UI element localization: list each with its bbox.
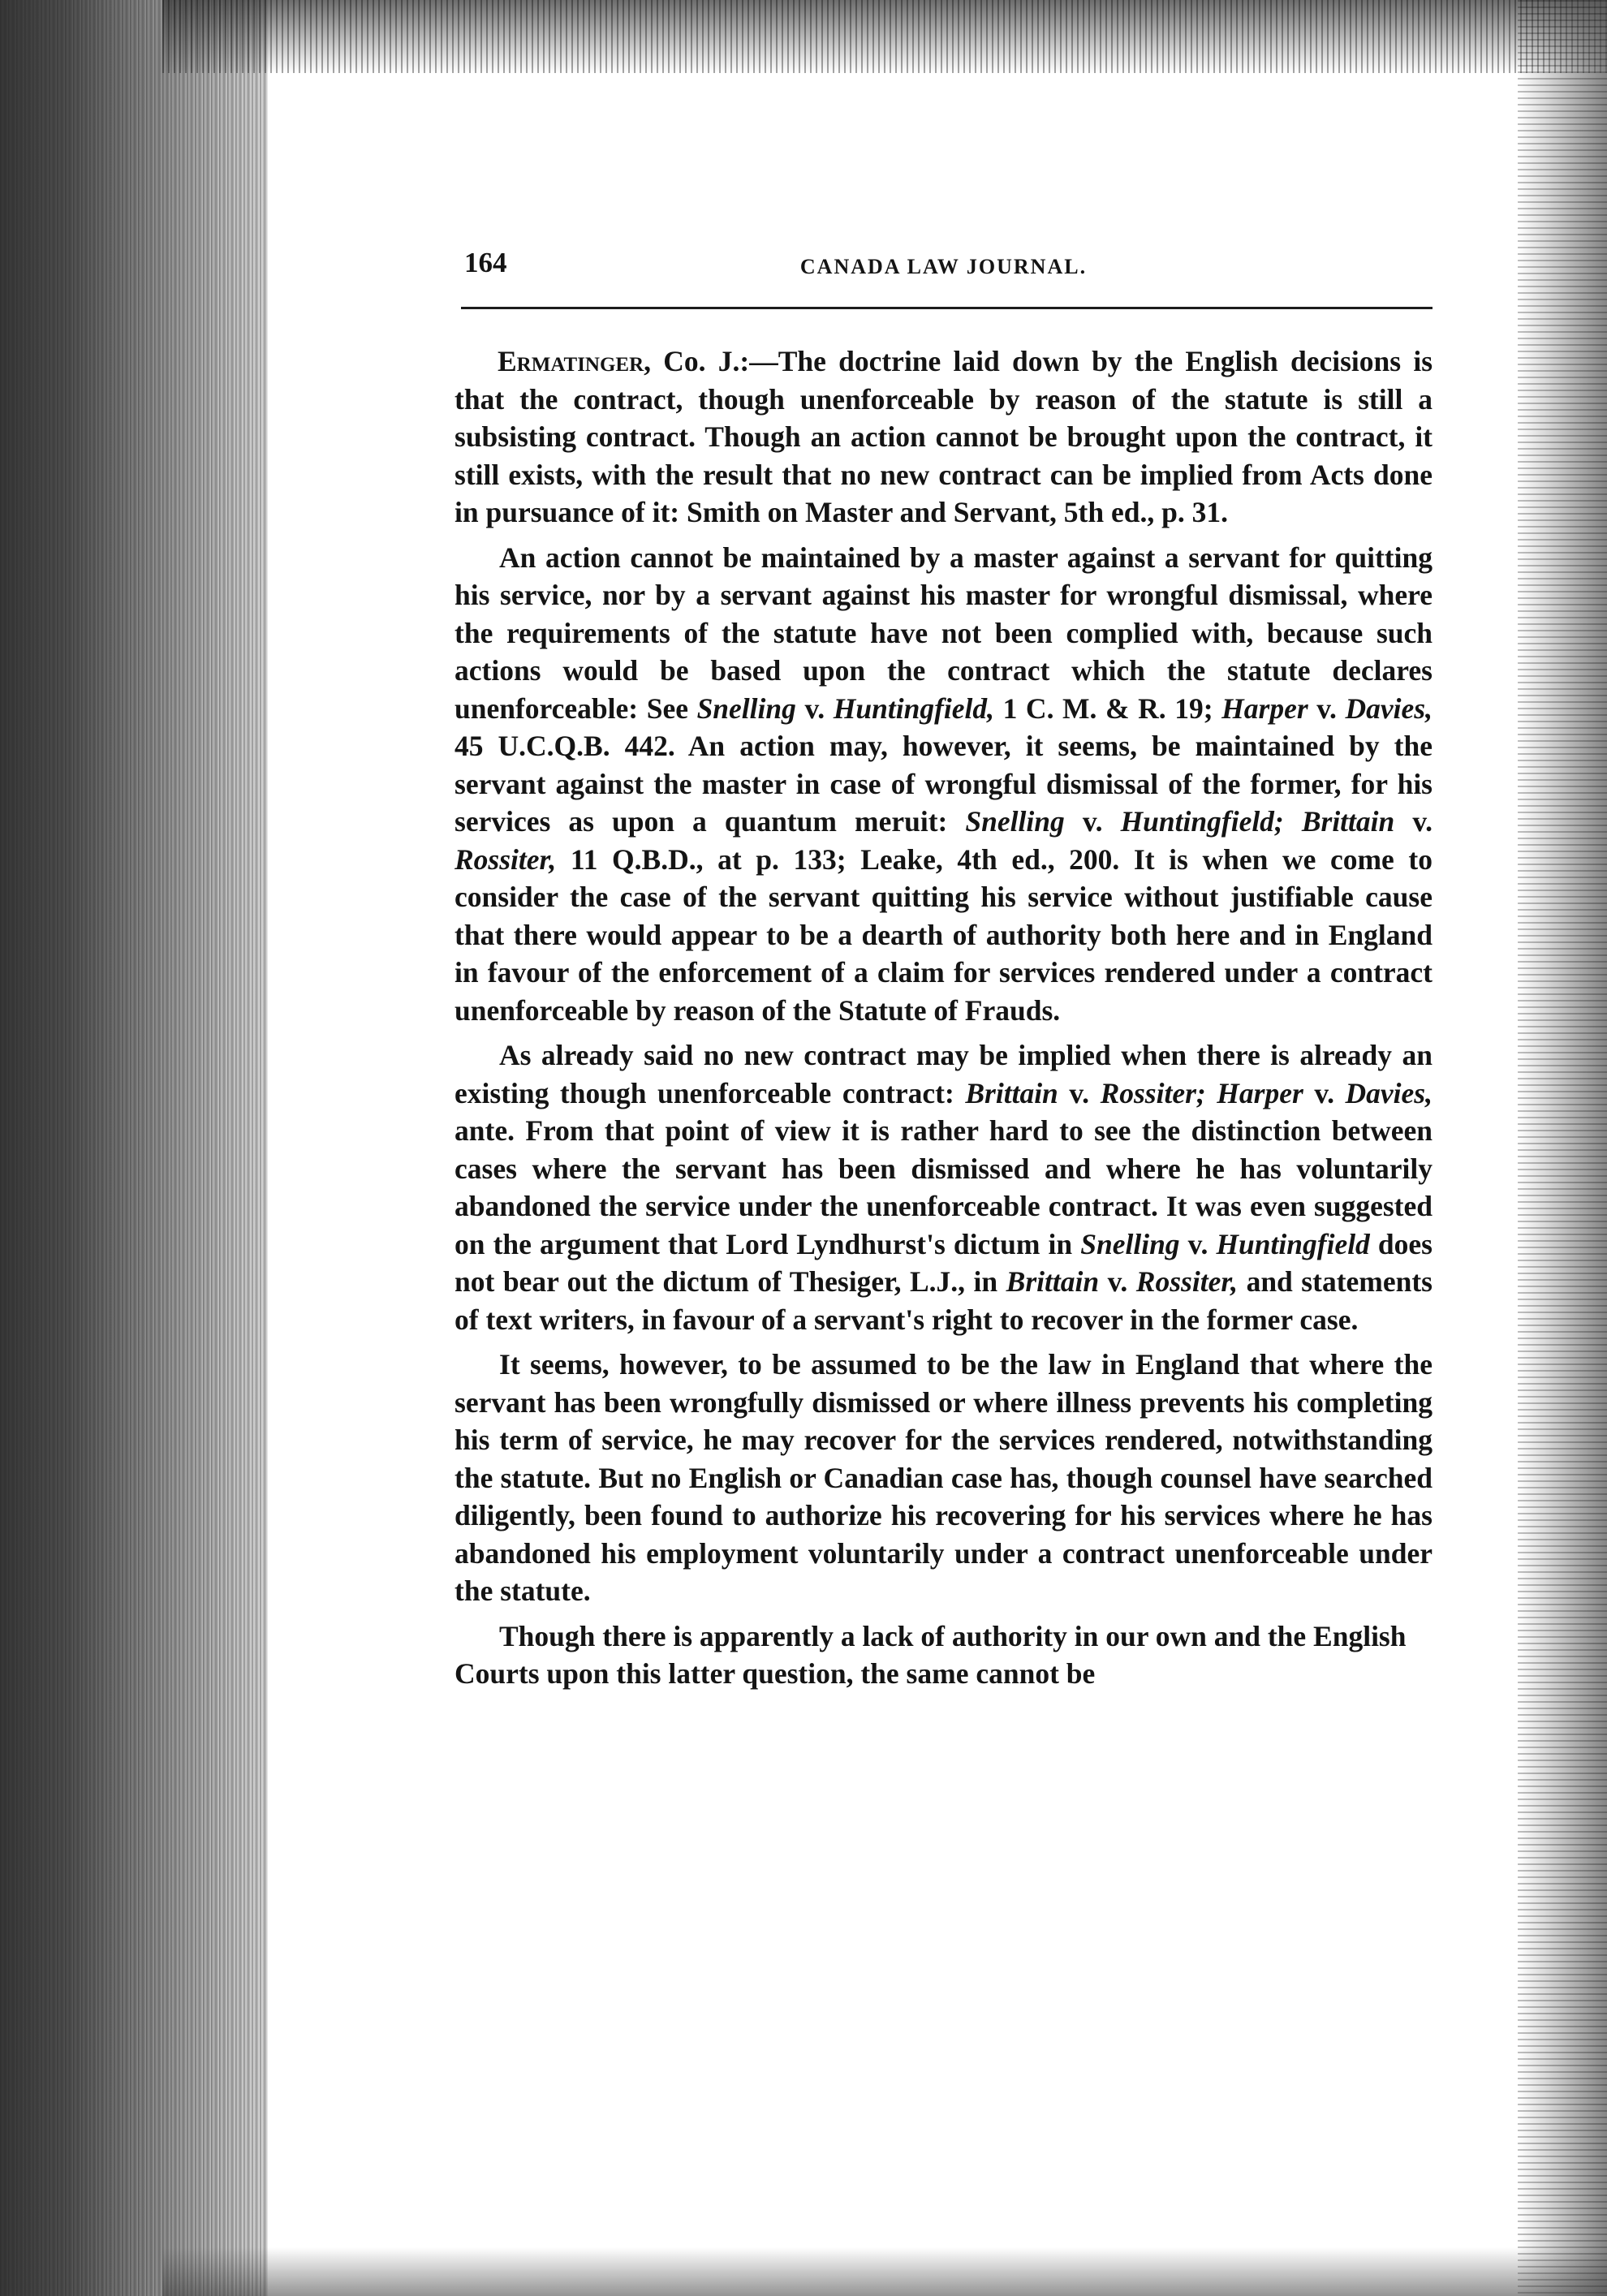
binding-shadow <box>0 0 268 2296</box>
paragraph-1-text: :—The doctrine laid down by the English decisions is that the contract, though unenforceable by reason of the statute is still a subsisting contract. Though an action cannot be brought upon the contract, it still exists, with the result that no new contract can be implied from Acts done in pursuance of it: Smith on Master and Servant, 5th ed., p. 31. <box>455 345 1433 528</box>
case-name: Davies, <box>1345 1076 1433 1109</box>
case-name: Brittain <box>1006 1265 1100 1298</box>
text-run: 11 Q.B.D., at p. 133; Leake, 4th ed., 200. It is when we come to consider the case of the servant quitting his service without justifiable cause that there would appear to be a dearth of authority both here and in England in favour of the enforcement of a claim for services rendered under a contract unenforceable by reason of the Statute of Frauds. <box>455 842 1433 1027</box>
case-name: Harper <box>1221 691 1308 725</box>
paragraph-1 <box>455 342 1433 532</box>
case-name: Snelling <box>965 805 1065 838</box>
page-number: 164 <box>464 247 507 278</box>
text-run: 1 C. M. & R. 19; <box>994 691 1222 725</box>
case-name: Snelling <box>1080 1227 1180 1260</box>
text-run: v. <box>1064 805 1121 838</box>
case-name: Rossiter, <box>1135 1265 1239 1298</box>
text-run: As already said no new contract may be implied when there is already an existing though unenforceable contract: <box>455 1039 1433 1109</box>
paragraph-4-text: It seems, however, to be assumed to be the law in England that where the servant has been wrongfully dismissed or where illness prevents his completing his term of service, he may recover for the services rendered, notwithstanding the statute. But no English or Canadian case has, though counsel have searched diligently, been found to authorize his recovering for his services where he has abandoned his employment voluntarily under a contract unenforceable under the statute. <box>455 1348 1433 1607</box>
paragraph-5 <box>455 1618 1433 1693</box>
case-name: Rossiter; Harper <box>1100 1076 1303 1109</box>
text-run: does not bear out the dictum of Thesiger, L.J., in <box>455 1227 1433 1298</box>
running-head: CANADA LAW JOURNAL. <box>799 255 1088 278</box>
case-name: Huntingfield; Brittain <box>1120 805 1395 838</box>
paragraph-4 <box>455 1346 1433 1610</box>
text-run: 45 U.C.Q.B. 442. An action may, however, it seems, be maintained by the servant against the master in case of wrongful dismissal of the former, for his services as upon a quantum meruit: <box>455 730 1433 838</box>
paragraph-2 <box>455 539 1433 1030</box>
text-run: v. <box>1394 805 1433 838</box>
judge-name: Ermatinger <box>498 345 644 377</box>
text-run: v. <box>1179 1227 1217 1260</box>
right-page-edge <box>1518 0 1607 2296</box>
paragraph-5-text: Though there is apparently a lack of authority in our own and the English Courts upon this latter question, the same cannot be <box>455 1619 1407 1690</box>
case-name: Rossiter, <box>455 842 557 876</box>
case-name: Brittain <box>965 1076 1058 1109</box>
text-run: An action cannot be maintained by a master against a servant for quitting his service, nor by a servant against his master for wrongful dismissal, where the requirements of the statute have not been complied with, because such actions would be based upon the contract which the statute declares unenforceable: See <box>455 541 1433 725</box>
text-run: and statements of text writers, in favour of a servant's right to recover in the former case. <box>455 1265 1433 1336</box>
case-name: Huntingfield, <box>833 691 994 725</box>
header-rule <box>461 307 1433 309</box>
text-run: v. <box>1308 691 1346 725</box>
case-name: Huntingfield <box>1216 1227 1370 1260</box>
page-header <box>455 243 1433 294</box>
page-content <box>455 243 1433 1690</box>
case-name: Davies, <box>1345 691 1433 725</box>
case-name: Snelling <box>696 691 796 725</box>
body-text <box>455 342 1433 1700</box>
text-run: v. <box>795 691 834 725</box>
top-page-edge <box>162 0 1607 73</box>
text-run: ante. From that point of view it is rather hard to see the distinction between cases where the servant has been dismissed and where he has voluntarily abandoned the service under the unenforceable contract. It was even suggested on the argument that Lord Lyndhurst's dictum in <box>455 1114 1433 1260</box>
text-run: v. <box>1303 1076 1346 1109</box>
paragraph-3 <box>455 1036 1433 1338</box>
text-run: v. <box>1099 1265 1136 1298</box>
judge-title: , Co. J. <box>644 345 740 377</box>
text-run: v. <box>1058 1076 1101 1109</box>
bottom-page-edge <box>162 2247 1607 2296</box>
